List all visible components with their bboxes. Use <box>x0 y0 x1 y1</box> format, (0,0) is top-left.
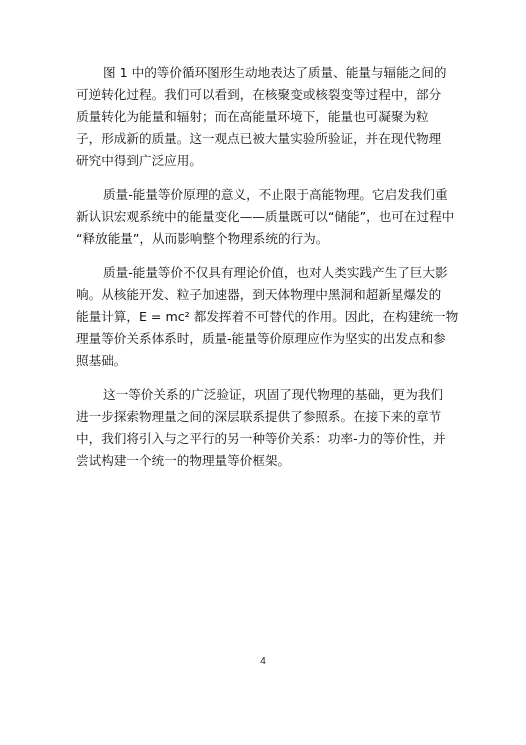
text-line: 照基础。 <box>76 353 127 368</box>
text-line: 可逆转化过程。我们可以看到，在核聚变或核裂变等过程中，部分 <box>76 87 442 102</box>
text-line: 响。从核能开发、粒子加速器，到天体物理中黑洞和超新星爆发的 <box>76 287 442 302</box>
text-line: 进一步探索物理量之间的深层联系提供了参照系。在接下来的章节 <box>76 409 442 424</box>
text-line: 研究中得到广泛应用。 <box>76 153 202 168</box>
paragraph-4 <box>76 384 450 472</box>
text-line: 图 1 中的等价循环图形生动地表达了质量、能量与辐能之间的 <box>103 65 447 80</box>
text-line: 质量-能量等价原理的意义，不止限于高能物理。它启发我们重 <box>103 187 448 202</box>
page-number: 4 <box>260 656 266 667</box>
paragraph-2 <box>76 184 455 250</box>
paragraph-3 <box>76 262 459 372</box>
text-line: 中，我们将引入与之平行的另一种等价关系：功率-力的等价性，并 <box>76 431 446 446</box>
text-line: 这一等价关系的广泛验证，巩固了现代物理的基础，更为我们 <box>103 387 444 402</box>
text-line: 能量计算，E = mc² 都发挥着不可替代的作用。因此，在构建统一物 <box>76 309 459 324</box>
paragraph-1 <box>76 62 450 172</box>
text-line: 理量等价关系体系时，质量-能量等价原理应作为坚实的出发点和参 <box>76 331 446 346</box>
text-line: 子，形成新的质量。这一观点已被大量实验所验证，并在现代物理 <box>76 131 442 146</box>
text-line: 尝试构建一个统一的物理量等价框架。 <box>76 453 291 468</box>
text-line: 质量转化为能量和辐射；而在高能量环境下，能量也可凝聚为粒 <box>76 109 429 124</box>
text-line: 新认识宏观系统中的能量变化——质量既可以“储能”，也可在过程中 <box>76 209 455 224</box>
text-line: 质量-能量等价不仅具有理论价值，也对人类实践产生了巨大影 <box>103 265 448 280</box>
body-text <box>76 62 459 472</box>
text-line: “释放能量”，从而影响整个物理系统的行为。 <box>76 231 329 246</box>
